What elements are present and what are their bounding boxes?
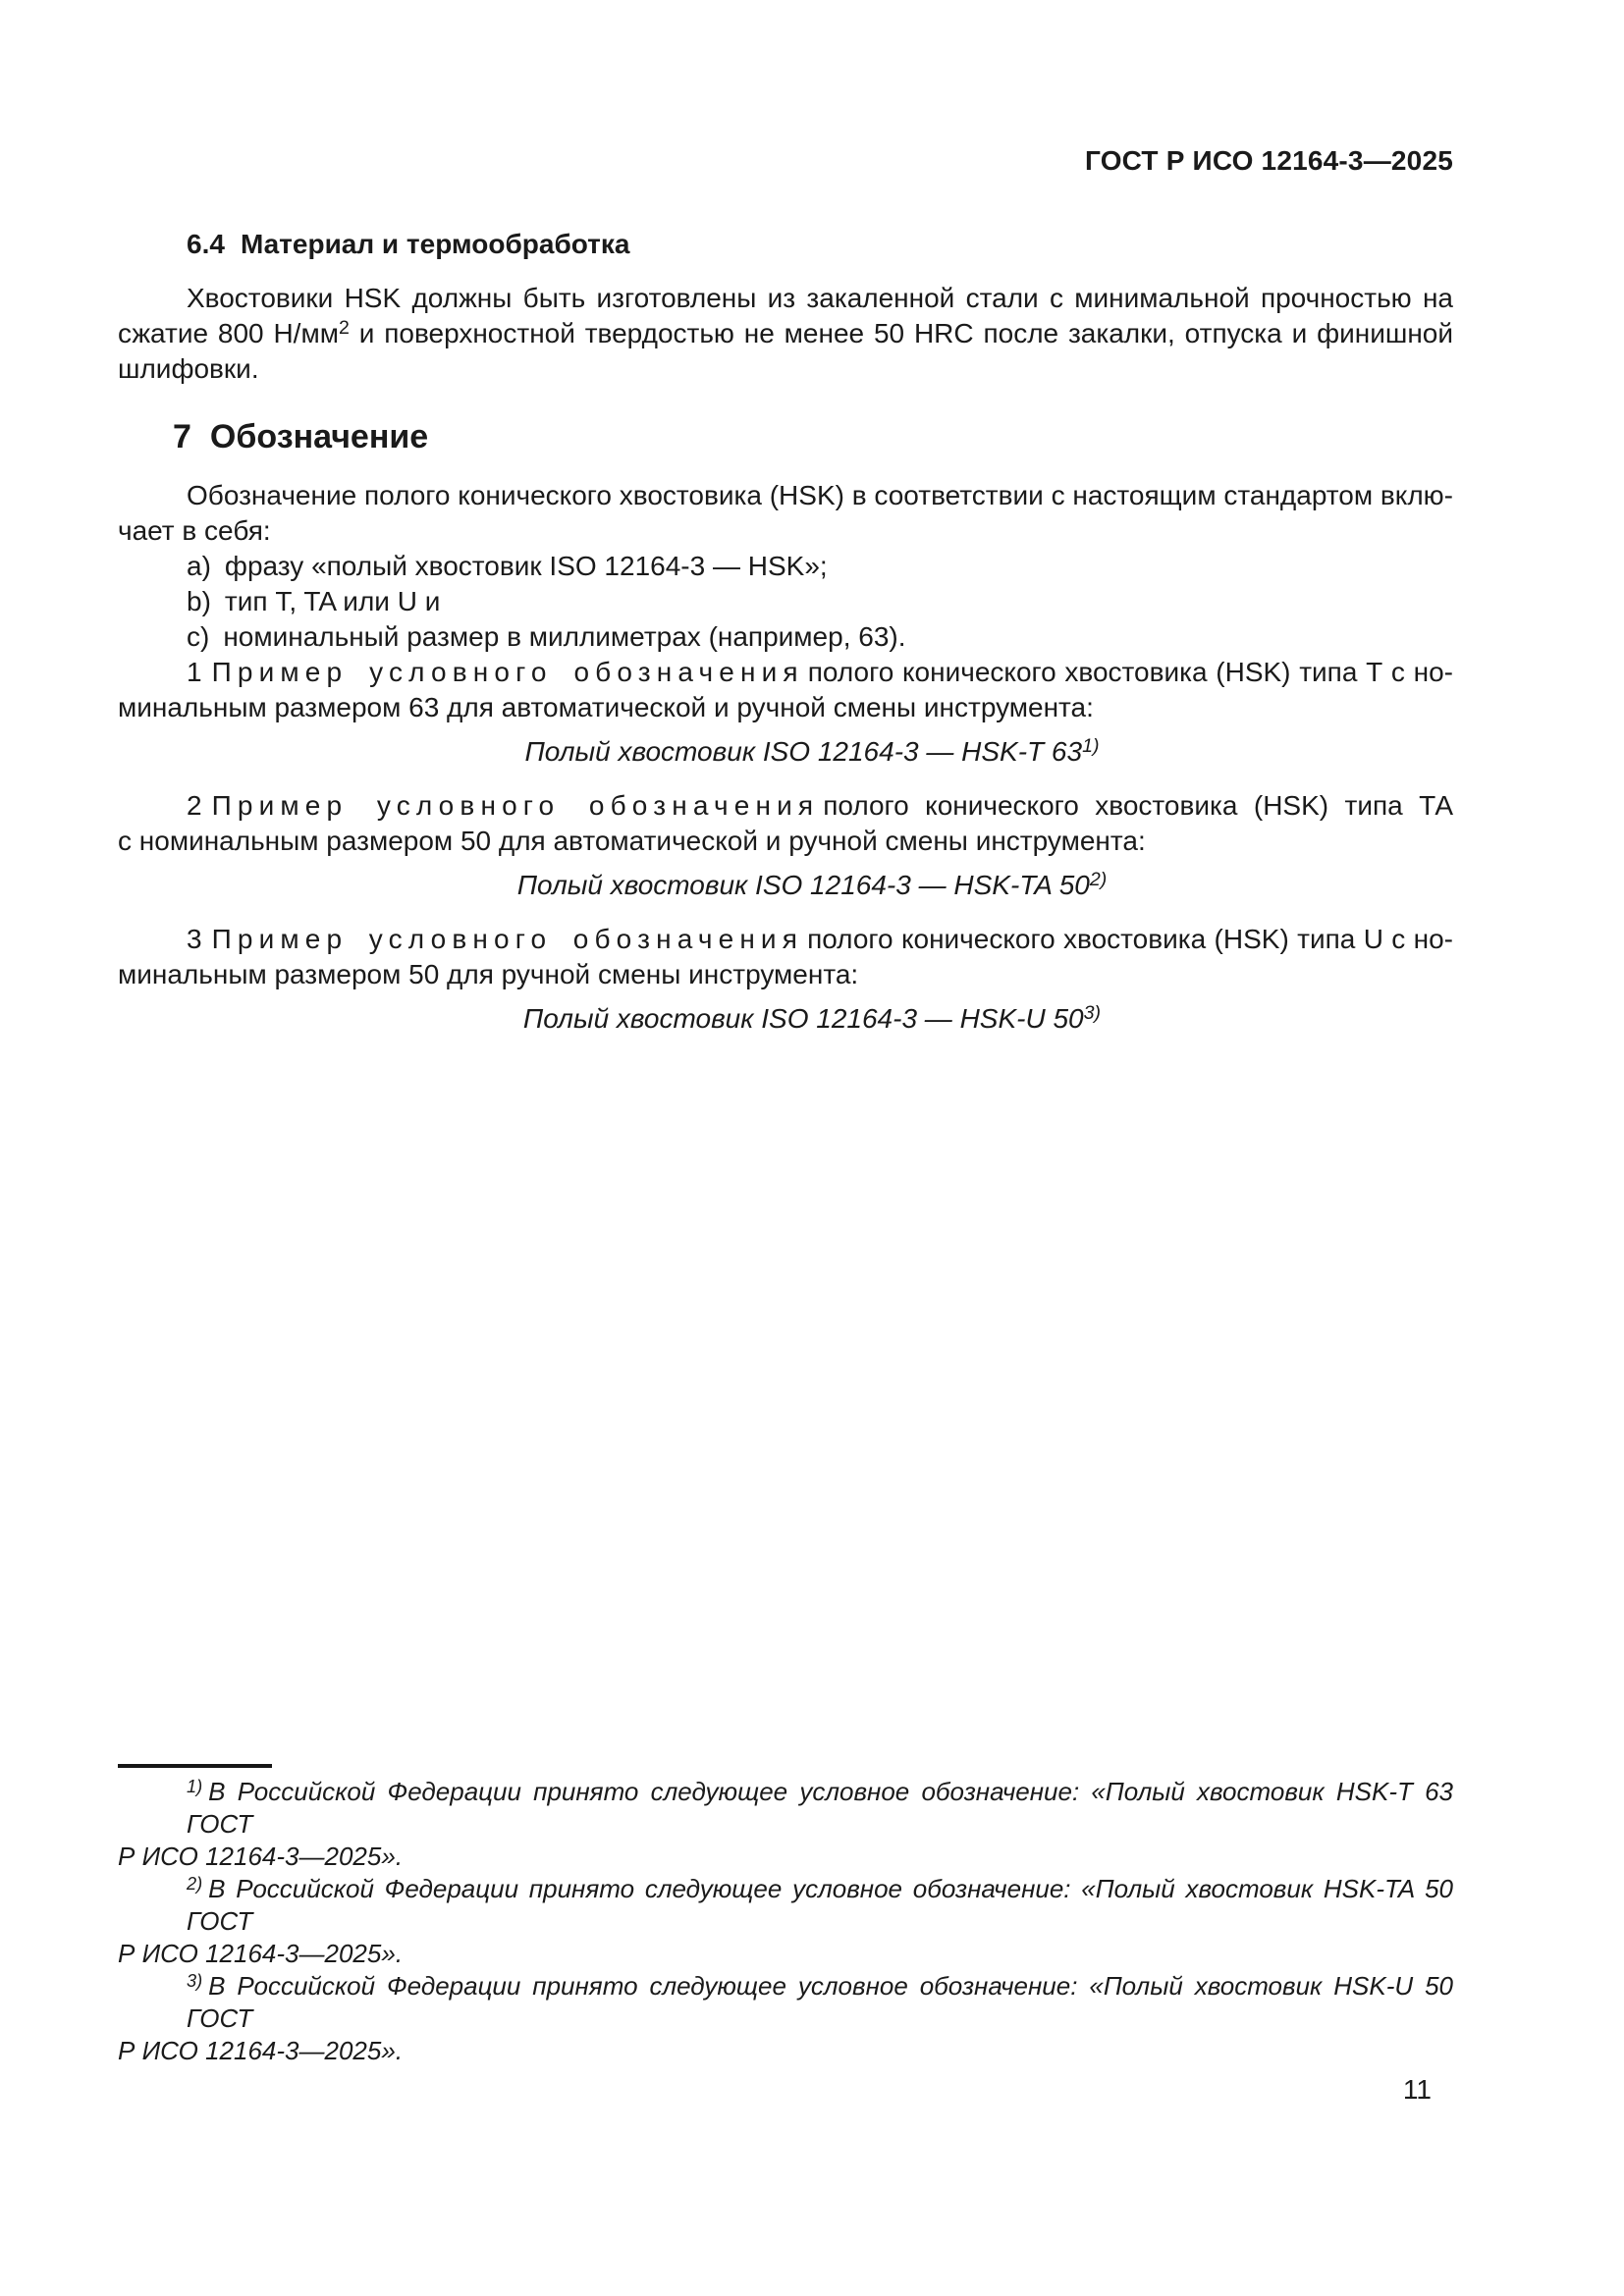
example-line [118,655,1453,690]
footnote-1 [118,1776,1453,1873]
footnote-line: 2) В Российской Федерации принято следующее условное обозначение: «Полый хвостовик HSK-TA 50 ГОСТ [187,1873,1453,1936]
list-text: тип T, TA или U и [224,586,441,616]
example-text: полого конического хвостовика (HSK) типа Т с но- [807,657,1454,687]
section-number: 7 [173,418,191,455]
example-line: с номинальным размером 50 для автоматической и ручной смены инструмента: [118,826,1146,856]
example-number: 2 [187,790,202,821]
example-line: минальным размером 63 для автоматической и ручной смены инструмента: [118,692,1094,722]
footnote-text: В Российской Федерации принято следующее условное обозначение: «Полый хвостовик HSK-T 63 ГОСТ [187,1777,1453,1839]
example-text: полого конического хвостовика (HSK) типа ТА [823,790,1454,821]
section-title: Обозначение [209,418,429,455]
example-label: Пример условного обозначения [211,657,804,687]
list-item [118,619,1453,655]
designation-text: Полый хвостовик ISO 12164-3 — HSK-U 50 [522,1003,1084,1034]
list-item [118,549,1453,584]
section-number: 6.4 [187,229,225,259]
paragraph-line: шлифовки. [118,353,259,384]
footnote-line: Р ИСО 12164-3—2025». [118,1939,404,1968]
example-paragraph-1 [118,655,1453,725]
footnote-line: 1) В Российской Федерации принято следующее условное обозначение: «Полый хвостовик HSK-T 63 ГОСТ [187,1776,1453,1839]
section-heading-7 [118,415,1453,458]
list-text: номинальный размер в миллиметрах (например, 63). [223,621,906,652]
running-header: ГОСТ Р ИСО 12164-3—2025 [1085,145,1453,176]
list-item [118,584,1453,619]
paragraph-line: чает в себя: [118,515,271,546]
example-line [118,922,1453,957]
example-number: 3 [187,924,202,954]
footnote-separator-rule [118,1764,272,1768]
list-text: фразу «полый хвостовик ISO 12164-3 — HSK»; [224,551,828,581]
footnote-area [118,1764,1453,2107]
example-paragraph-2 [118,788,1453,859]
footnote-line: Р ИСО 12164-3—2025». [118,2036,404,2065]
designation-text: Полый хвостовик ISO 12164-3 — HSK-TA 50 [516,870,1090,900]
example-label: Пример условного обозначения [211,924,804,954]
footnote-line: Р ИСО 12164-3—2025». [118,1842,404,1871]
example-text: полого конического хвостовика (HSK) типа U с но- [807,924,1454,954]
paragraph-designation-intro [118,478,1453,655]
example-line [118,788,1453,824]
footnote-text: В Российской Федерации принято следующее условное обозначение: «Полый хвостовик HSK-TA 50 ГОСТ [187,1874,1453,1936]
example-label: Пример условного обозначения [211,790,820,821]
designation-text: Полый хвостовик ISO 12164-3 — HSK-T 63 [524,736,1083,767]
footnote-text: В Российской Федерации принято следующее условное обозначение: «Полый хвостовик HSK-U 50 ГОСТ [187,1971,1453,2033]
paragraph-line: Обозначение полого конического хвостовика (HSK) в соответствии с настоящим стандартом вклю- [187,480,1453,510]
paragraph-material [118,281,1453,387]
text-before-superscript: сжатие 800 Н/мм [118,318,339,348]
example-line: минальным размером 50 для ручной смены инструмента: [118,959,859,989]
designation-line-3: Полый хвостовик ISO 12164-3 — HSK-U 503) [522,1002,1102,1034]
footnote-3 [118,1970,1453,2067]
section-heading-6-4 [118,227,1453,262]
example-number: 1 [187,657,202,687]
example-paragraph-3 [118,922,1453,992]
list-marker: b) [187,586,211,616]
list-marker: a) [187,551,211,581]
paragraph-line: Хвостовики HSK должны быть изготовлены из закаленной стали с минимальной прочностью на [187,283,1453,313]
paragraph-line: сжатие 800 Н/мм2 и поверхностной твердостью не менее 50 HRC после закалки, отпуска и финишной [118,317,1453,348]
designation-line-1: Полый хвостовик ISO 12164-3 — HSK-T 631) [524,735,1100,767]
list-marker: c) [187,621,210,652]
page-number: 11 [1402,2074,1432,2105]
section-title: Материал и термообработка [240,229,630,259]
footnote-line: 3) В Российской Федерации принято следующее условное обозначение: «Полый хвостовик HSK-U 50 ГОСТ [187,1970,1453,2033]
text-after-superscript: и поверхностной твердостью не менее 50 HRC после закалки, отпуска и финишной [349,318,1453,348]
designation-line-2: Полый хвостовик ISO 12164-3 — HSK-TA 502) [516,869,1108,900]
footnote-2 [118,1873,1453,1970]
